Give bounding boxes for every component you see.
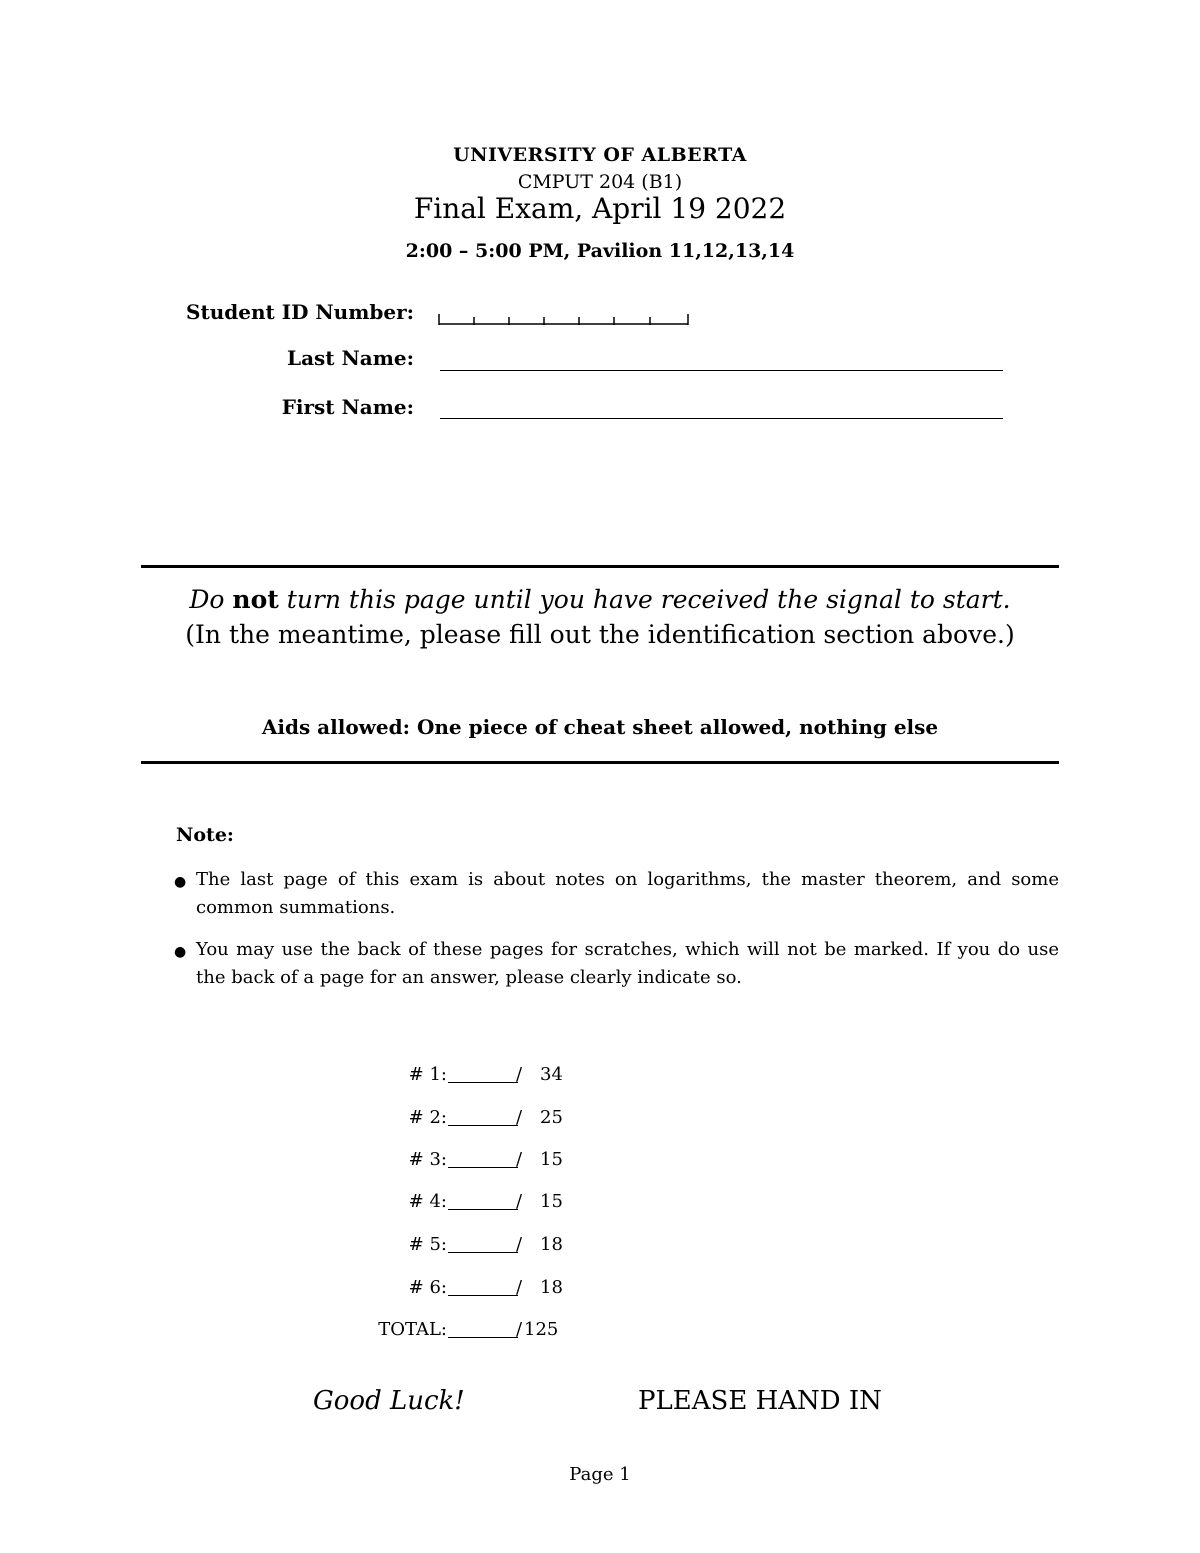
aids-allowed: Aids allowed: One piece of cheat sheet allowed, nothing else [261, 715, 939, 739]
score-slash: / [516, 1277, 523, 1298]
max-score: 18 [540, 1277, 563, 1298]
warning-do: Do [189, 585, 225, 614]
note-item: You may use the back of these pages for scratches, which will not be marked. If you do use the back of a page for an answer, please clearly indicate so. [196, 939, 1059, 988]
score-blank[interactable] [448, 1209, 518, 1210]
question-label: # 4: [408, 1191, 447, 1212]
total-blank[interactable] [448, 1337, 518, 1338]
university-name: UNIVERSITY OF ALBERTA [453, 144, 747, 166]
score-blank[interactable] [448, 1167, 518, 1168]
score-slash: / [516, 1234, 523, 1255]
bullet-icon: ● [174, 944, 187, 960]
total-label: TOTAL: [378, 1319, 447, 1340]
exam-title: Final Exam, April 19 2022 [413, 192, 787, 225]
score-slash: / [516, 1064, 523, 1085]
max-score: 18 [540, 1234, 563, 1255]
question-label: # 2: [408, 1107, 447, 1128]
score-row [340, 1064, 580, 1090]
first-name-label: First Name: [281, 395, 414, 419]
question-label: # 6: [408, 1277, 447, 1298]
question-label: # 1: [408, 1064, 447, 1085]
note-heading: Note: [176, 824, 234, 846]
question-label: # 3: [408, 1149, 447, 1170]
last-name-label: Last Name: [287, 346, 414, 370]
max-score: 34 [540, 1064, 563, 1085]
score-blank[interactable] [448, 1295, 518, 1296]
score-row [340, 1191, 580, 1217]
total-row [340, 1319, 580, 1345]
score-row [340, 1277, 580, 1303]
start-warning [0, 585, 1200, 614]
max-score: 15 [540, 1191, 563, 1212]
score-blank[interactable] [448, 1125, 518, 1126]
score-row [340, 1107, 580, 1133]
score-slash: / [516, 1319, 523, 1340]
score-row [340, 1149, 580, 1175]
good-luck-text: Good Luck! [313, 1386, 465, 1416]
score-blank[interactable] [448, 1082, 518, 1083]
score-slash: / [516, 1149, 523, 1170]
hand-in-text: PLEASE HAND IN [638, 1386, 882, 1416]
top-divider [141, 565, 1059, 568]
student-id-label: Student ID Number: [186, 300, 414, 324]
score-slash: / [516, 1191, 523, 1212]
score-blank[interactable] [448, 1252, 518, 1253]
warning-not: not [232, 585, 279, 614]
warning-rest: turn this page until you have received the signal to start. [286, 585, 1011, 614]
fill-out-note: (In the meantime, please fill out the identification section above.) [185, 620, 1015, 649]
bottom-divider [141, 761, 1059, 764]
student-id-field[interactable] [438, 312, 688, 324]
bullet-icon: ● [174, 874, 187, 890]
last-name-field[interactable] [440, 350, 1003, 371]
note-item: The last page of this exam is about notes on logarithms, the master theorem, and some common summations. [196, 869, 1059, 918]
max-score: 25 [540, 1107, 563, 1128]
first-name-field[interactable] [440, 398, 1003, 419]
course-code: CMPUT 204 (B1) [517, 171, 683, 193]
score-slash: / [516, 1107, 523, 1128]
score-row [340, 1234, 580, 1260]
total-max-score: 125 [524, 1319, 559, 1340]
exam-time-location: 2:00 – 5:00 PM, Pavilion 11,12,13,14 [405, 240, 795, 262]
max-score: 15 [540, 1149, 563, 1170]
page-number: Page 1 [569, 1464, 631, 1485]
question-label: # 5: [408, 1234, 447, 1255]
